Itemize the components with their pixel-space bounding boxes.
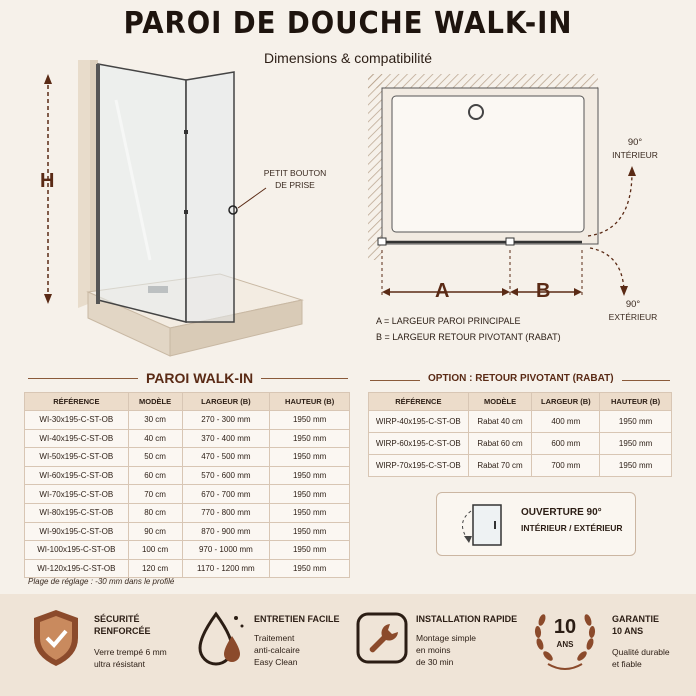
- option-col-ref: RÉFÉRENCE: [369, 393, 469, 411]
- table-row: [25, 485, 350, 504]
- option-col-height: HAUTEUR (B): [600, 393, 672, 411]
- cell-height: 1950 mm: [270, 411, 350, 430]
- cell-height: 1950 mm: [270, 541, 350, 560]
- table-row: [25, 429, 350, 448]
- option-col-width: LARGEUR (B): [532, 393, 600, 411]
- water-drops-icon: [196, 610, 246, 668]
- cell-model: 40 cm: [128, 429, 182, 448]
- main-col-model: MODÈLE: [128, 393, 182, 411]
- main-col-ref: RÉFÉRENCE: [25, 393, 129, 411]
- table-row: [25, 522, 350, 541]
- feature-3-text-3: de 30 min: [416, 657, 454, 667]
- cell-width: 870 - 900 mm: [182, 522, 270, 541]
- feature-2-text-1: Traitement: [254, 633, 295, 643]
- feature-1-text-2: ultra résistant: [94, 659, 146, 669]
- cell-width: 770 - 800 mm: [182, 503, 270, 522]
- cell-ref: WIRP-60x195-C-ST-OB: [369, 433, 469, 455]
- cell-width: 270 - 300 mm: [182, 411, 270, 430]
- door-swing-icon: [451, 501, 509, 549]
- option-table-title: OPTION : RETOUR PIVOTANT (RABAT): [420, 373, 622, 384]
- main-col-width: LARGEUR (B): [182, 393, 270, 411]
- feature-1-title-1: SÉCURITÉ: [94, 614, 140, 624]
- angle-interior-value: 90°: [627, 137, 643, 148]
- cell-height: 1950 mm: [270, 503, 350, 522]
- main-table: [24, 392, 350, 578]
- cell-model: Rabat 40 cm: [468, 411, 532, 433]
- table-row: [369, 455, 672, 477]
- cell-width: 470 - 500 mm: [182, 448, 270, 467]
- feature-2-title: ENTRETIEN FACILE: [254, 614, 340, 624]
- cell-model: 80 cm: [128, 503, 182, 522]
- badge-number: 10: [553, 616, 577, 638]
- feature-1-text-1: Verre trempé 6 mm: [94, 647, 167, 657]
- laurel-badge-icon: [530, 604, 600, 674]
- cell-ref: WI-60x195-C-ST-OB: [25, 466, 129, 485]
- height-label: H: [40, 170, 55, 192]
- feature-1-title-2: RENFORCÉE: [94, 626, 151, 636]
- badge-unit: ANS: [556, 640, 574, 649]
- table-row: [369, 433, 672, 455]
- table-row: [25, 503, 350, 522]
- angle-interior-label: INTÉRIEUR: [612, 150, 658, 160]
- opening-info-box: [436, 492, 636, 556]
- cell-model: 60 cm: [128, 466, 182, 485]
- feature-3-title: INSTALLATION RAPIDE: [416, 614, 518, 624]
- cell-width: 670 - 700 mm: [182, 485, 270, 504]
- opening-subtitle: INTÉRIEUR / EXTÉRIEUR: [521, 523, 623, 533]
- cell-width: 370 - 400 mm: [182, 429, 270, 448]
- legend-b: B = LARGEUR RETOUR PIVOTANT (RABAT): [376, 332, 561, 342]
- angle-exterior-value: 90°: [625, 299, 641, 310]
- width-a-label: A: [435, 280, 450, 302]
- cell-height: 1950 mm: [600, 455, 672, 477]
- cell-height: 1950 mm: [270, 485, 350, 504]
- table-row: [25, 411, 350, 430]
- cell-model: 30 cm: [128, 411, 182, 430]
- table-row: [25, 466, 350, 485]
- cell-ref: WI-80x195-C-ST-OB: [25, 503, 129, 522]
- cell-height: 1950 mm: [270, 522, 350, 541]
- option-col-model: MODÈLE: [468, 393, 532, 411]
- opening-title: OUVERTURE 90°: [521, 507, 602, 518]
- cell-height: 1950 mm: [270, 466, 350, 485]
- angle-exterior-label: EXTÉRIEUR: [608, 312, 658, 322]
- cell-model: 70 cm: [128, 485, 182, 504]
- cell-ref: WIRP-40x195-C-ST-OB: [369, 411, 469, 433]
- cell-height: 1950 mm: [600, 411, 672, 433]
- main-col-height: HAUTEUR (B): [270, 393, 350, 411]
- cell-model: 50 cm: [128, 448, 182, 467]
- table-row: [25, 541, 350, 560]
- cell-width: 400 mm: [532, 411, 600, 433]
- cell-height: 1950 mm: [270, 429, 350, 448]
- button-callout-2: DE PRISE: [275, 180, 315, 190]
- cell-model: Rabat 70 cm: [468, 455, 532, 477]
- cell-model: 90 cm: [128, 522, 182, 541]
- feature-3-text-1: Montage simple: [416, 633, 477, 643]
- cell-ref: WI-50x195-C-ST-OB: [25, 448, 129, 467]
- feature-2-text-3: Easy Clean: [254, 657, 298, 667]
- feature-3-text-2: en moins: [416, 645, 451, 655]
- feature-4-text-1: Qualité durable: [612, 647, 670, 657]
- cell-width: 970 - 1000 mm: [182, 541, 270, 560]
- feature-4-title-2: 10 ANS: [612, 626, 644, 636]
- cell-ref: WI-40x195-C-ST-OB: [25, 429, 129, 448]
- cell-model: Rabat 60 cm: [468, 433, 532, 455]
- cell-ref: WI-100x195-C-ST-OB: [25, 541, 129, 560]
- adjustment-note: Plage de réglage : -30 mm dans le profilé: [28, 577, 175, 586]
- cell-ref: WI-120x195-C-ST-OB: [25, 559, 129, 578]
- table-row: [25, 559, 350, 578]
- cell-ref: WI-90x195-C-ST-OB: [25, 522, 129, 541]
- table-row: [369, 411, 672, 433]
- width-b-label: B: [536, 280, 551, 302]
- shower-illustration: [20, 60, 360, 370]
- option-table: [368, 392, 672, 477]
- legend-a: A = LARGEUR PAROI PRINCIPALE: [376, 316, 521, 326]
- cell-model: 120 cm: [128, 559, 182, 578]
- cell-width: 700 mm: [532, 455, 600, 477]
- cell-ref: WI-30x195-C-ST-OB: [25, 411, 129, 430]
- top-view-diagram: [360, 70, 680, 310]
- features-footer: [0, 594, 696, 696]
- cell-ref: WI-70x195-C-ST-OB: [25, 485, 129, 504]
- feature-4-text-2: et fiable: [612, 659, 642, 669]
- main-table-title: PAROI WALK-IN: [138, 370, 261, 386]
- feature-4-title-1: GARANTIE: [612, 614, 659, 624]
- wrench-icon: [356, 612, 408, 664]
- shield-check-icon: [30, 608, 82, 668]
- cell-width: 1170 - 1200 mm: [182, 559, 270, 578]
- cell-width: 570 - 600 mm: [182, 466, 270, 485]
- cell-height: 1950 mm: [270, 559, 350, 578]
- page-subtitle: Dimensions & compatibilité: [263, 50, 433, 66]
- feature-2-text-2: anti-calcaire: [254, 645, 300, 655]
- cell-width: 600 mm: [532, 433, 600, 455]
- table-row: [25, 448, 350, 467]
- cell-height: 1950 mm: [270, 448, 350, 467]
- page-title: PAROI DE DOUCHE WALK-IN: [123, 6, 573, 41]
- cell-model: 100 cm: [128, 541, 182, 560]
- cell-height: 1950 mm: [600, 433, 672, 455]
- button-callout-1: PETIT BOUTON: [263, 168, 327, 178]
- cell-ref: WIRP-70x195-C-ST-OB: [369, 455, 469, 477]
